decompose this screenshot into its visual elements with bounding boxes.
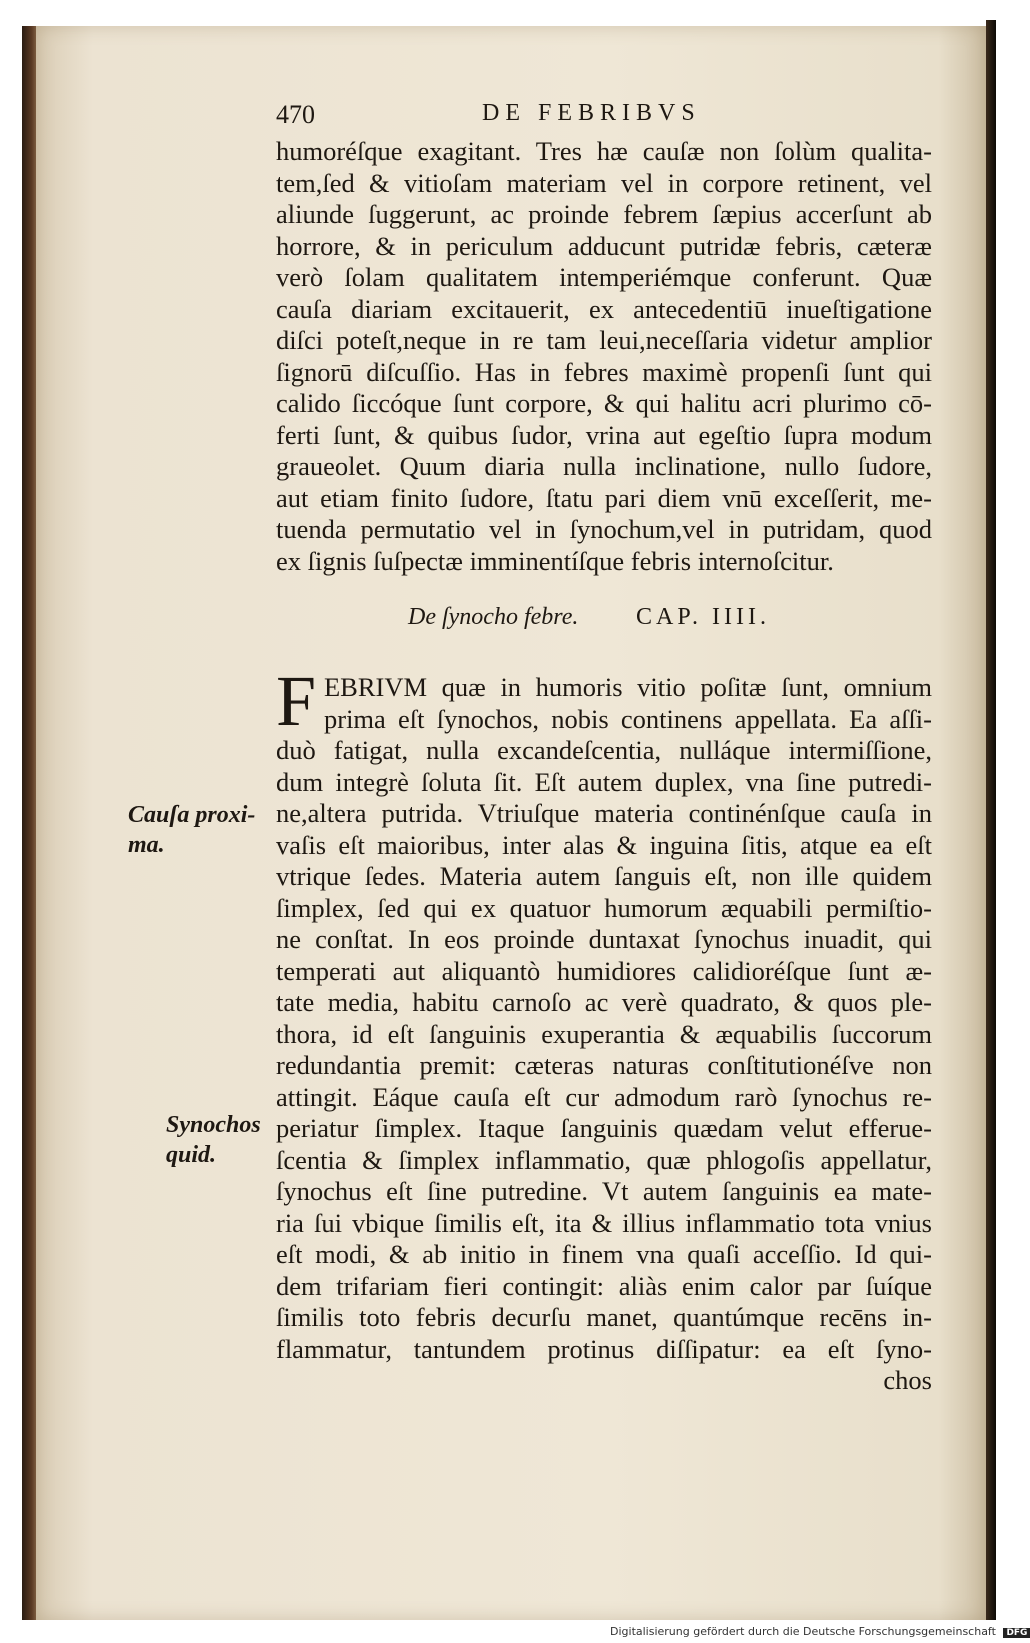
text-line: prima eſt ſynochos, nobis continens appellata. Ea aſſi- (324, 703, 932, 734)
running-head: DE FEBRIBVS (482, 100, 701, 126)
text-line: diſci poteſt,neque in re tam leui,neceſſaria videtur amplior (276, 325, 932, 355)
margin-note-synochos (166, 1110, 261, 1170)
text-line: ne,altera putrida. Vtriuſque materia continénſque cauſa in (276, 798, 932, 828)
text-line: ria ſui vbique ſimilis eſt, ita & illius inflammatio tota vnius (276, 1207, 932, 1238)
text-line: duò fatigat, nulla excandeſcentia, nulláque intermiſſione, (276, 735, 932, 765)
text-line: ferti ſunt, & quibus ſudor, vrina aut egeſtio ſupra modum (276, 419, 932, 450)
text-line: attingit. Eáque cauſa eſt cur admodum rarò ſynochus re- (276, 1081, 932, 1112)
text-line: dum integrè ſoluta ſit. Eſt autem duplex, vna ſine putredi- (276, 766, 932, 797)
dfg-logo: DFG (1003, 1628, 1030, 1638)
page-edge-shadow (986, 20, 996, 1620)
text-line: eſt modi, & ab initio in finem vna quaſi acceſſio. Id qui- (276, 1239, 932, 1269)
chapter-title: De ſynocho febre. (408, 604, 579, 630)
margin-note-causa (128, 800, 255, 860)
text-line: graueolet. Quum diaria nulla inclinatione, nullo ſudore, (276, 451, 932, 481)
text-line: ex ſignis ſuſpectæ imminentíſque febris internoſcitur. (276, 545, 834, 576)
text-line: dem trifariam fieri contingit: aliàs enim calor par ſuíque (276, 1270, 932, 1301)
text-line: thora, id eſt ſanguinis exuperantia & æquabilis ſuccorum (276, 1018, 932, 1049)
text-line: temperati aut aliquantò humidiores calidioréſque ſunt æ- (276, 955, 932, 986)
margin-note-line: Cauſa proxi- (128, 802, 256, 828)
text-line: calido ſiccóque ſunt corpore, & qui halitu acri plurimo cō- (276, 388, 932, 418)
text-line: ne conſtat. In eos proinde duntaxat ſynochus inuadit, qui (276, 924, 932, 954)
text-line: cauſa diariam excitauerit, ex antecedentiū inueſtigatione (276, 293, 932, 324)
section-2-text (276, 735, 932, 1397)
text-line: horrore, & in periculum adducunt putridæ febris, cæteræ (276, 230, 932, 261)
section-2-opening-lines (324, 672, 932, 735)
text-line: ſimilis toto febris decurſu manet, quantúmque recēns in- (276, 1302, 932, 1332)
text-line: ſimplex, ſed qui ex quatuor humorum æquabili permiſtio- (276, 892, 932, 923)
text-line: humoréſque exagitant. Tres hæ cauſæ non ſolùm qualita- (276, 136, 932, 166)
credit-text: Digitalisierung gefördert durch die Deutsche Forschungsgemeinschaft (610, 1625, 996, 1638)
chapter-heading (408, 604, 828, 638)
text-line: vaſis eſt maioribus, inter alas & inguina ſitis, atque ea eſt (276, 829, 932, 860)
text-line: vtrique ſedes. Materia autem ſanguis eſt, non ille quidem (276, 861, 932, 891)
text-line: verò ſolam qualitatem intemperiémque conferunt. Quæ (276, 262, 932, 292)
text-line: ſignorū diſcuſſio. Has in febres maximè propenſi ſunt qui (276, 356, 932, 387)
margin-note-line: quid. (166, 1142, 217, 1168)
text-line: tuenda permutatio vel in ſynochum,vel in putridam, quod (276, 514, 932, 544)
margin-note-line: Synochos (166, 1112, 261, 1138)
text-line: aliunde ſuggerunt, ac proinde febrem ſæpius accerſunt ab (276, 199, 932, 229)
text-line: EBRIVM quæ in humoris vitio poſitæ ſunt, omnium (324, 672, 932, 702)
digitization-credit (610, 1625, 1028, 1641)
text-line: ſcentia & ſimplex inflammatio, quæ phlogoſis appellatur, (276, 1144, 932, 1175)
text-line: tem,ſed & vitioſam materiam vel in corpore retinent, vel (276, 167, 932, 198)
margin-note-line: ma. (128, 832, 165, 858)
section-1-text (276, 136, 932, 577)
chapter-number: CAP. IIII. (636, 604, 770, 630)
text-line: flammatur, tantundem protinus diſſipatur: ea eſt ſyno- (276, 1333, 932, 1364)
page-header (276, 100, 716, 132)
text-line: periatur ſimplex. Itaque ſanguinis quædam velut efferue- (276, 1113, 932, 1143)
text-line: redundantia premit: cæteras naturas conſtitutionéſve non (276, 1050, 932, 1080)
drop-cap-initial: F (276, 661, 317, 741)
text-line: tate media, habitu carnoſo ac verè quadrato, & quos ple- (276, 987, 932, 1017)
text-line: aut etiam finito ſudore, ſtatu pari diem vnū exceſſerit, me- (276, 482, 932, 513)
catchword: chos (883, 1365, 932, 1395)
text-line: ſynochus eſt ſine putredine. Vt autem ſanguinis ea mate- (276, 1176, 932, 1206)
page-number: 470 (276, 100, 315, 129)
